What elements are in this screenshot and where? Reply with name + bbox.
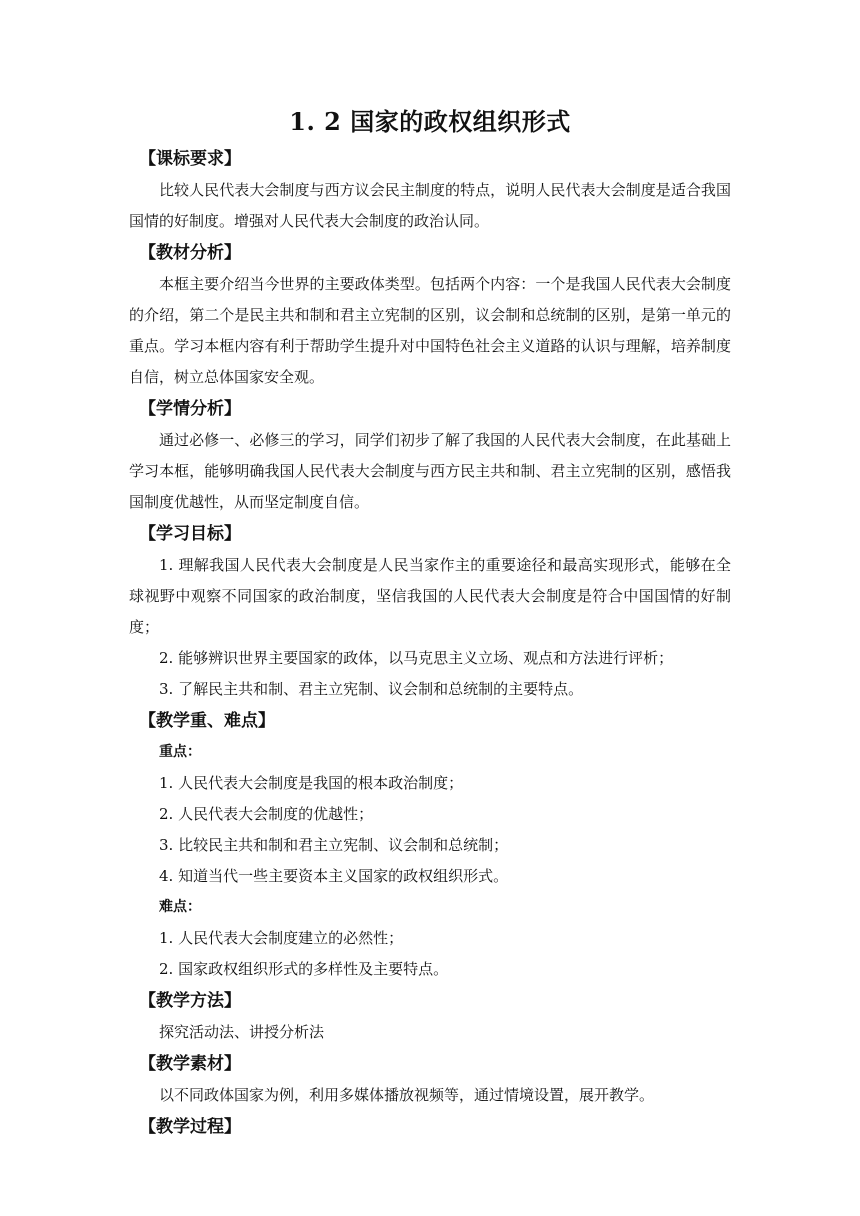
section-heading: 【课标要求】 [139, 149, 241, 169]
difficult-points-label: 难点： [159, 899, 201, 915]
section-paragraph: 通过必修一、必修三的学习，同学们初步了解了我国的人民代表大会制度，在此基础上学习本框，能够明确我国人民代表大会制度与西方民主共和制、君主立宪制的区别，感悟我国制度优越性，从而坚定制度自信。 [129, 431, 731, 511]
list-item: 3. 了解民主共和制、君主立宪制、议会制和总统制的主要特点。 [159, 680, 584, 698]
section-paragraph: 探究活动法、讲授分析法 [159, 1023, 325, 1041]
section-process [129, 1111, 731, 1143]
list-item: 1. 人民代表大会制度是我国的根本政治制度； [159, 774, 464, 792]
section-standard [129, 143, 731, 237]
section-students [129, 393, 731, 518]
section-heading: 【教学重、难点】 [139, 711, 275, 731]
page-title: 1. 2 国家的政权组织形式 [289, 107, 571, 136]
section-keypoints [129, 705, 731, 985]
section-paragraph: 本框主要介绍当今世界的主要政体类型。包括两个内容：一个是我国人民代表大会制度的介绍，第二个是民主共和制和君主立宪制的区别，议会制和总统制的区别，是第一单元的重点。学习本框内容有利于帮助学生提升对中国特色社会主义道路的认识与理解，培养制度自信，树立总体国家安全观。 [129, 275, 731, 386]
section-textbook [129, 237, 731, 393]
section-heading: 【学习目标】 [139, 524, 241, 544]
list-item: 4. 知道当代一些主要资本主义国家的政权组织形式。 [159, 867, 509, 885]
list-item: 2. 人民代表大会制度的优越性； [159, 805, 374, 823]
section-heading: 【教学过程】 [139, 1117, 241, 1137]
document-body [129, 143, 731, 1143]
section-heading: 【学情分析】 [139, 399, 241, 419]
section-materials [129, 1048, 731, 1111]
key-points-label: 重点： [159, 744, 201, 760]
section-heading: 【教学方法】 [139, 991, 241, 1011]
list-item: 1. 理解我国人民代表大会制度是人民当家作主的重要途径和最高实现形式，能够在全球视野中观察不同国家的政治制度，坚信我国的人民代表大会制度是符合中国国情的好制度； [129, 556, 731, 636]
list-item: 3. 比较民主共和制和君主立宪制、议会制和总统制； [159, 836, 509, 854]
list-item: 1. 人民代表大会制度建立的必然性； [159, 929, 404, 947]
section-paragraph: 以不同政体国家为例，利用多媒体播放视频等，通过情境设置，展开教学。 [159, 1086, 655, 1104]
section-heading: 【教材分析】 [139, 243, 241, 263]
list-item: 2. 能够辨识世界主要国家的政体，以马克思主义立场、观点和方法进行评析； [159, 649, 674, 667]
list-item: 2. 国家政权组织形式的多样性及主要特点。 [159, 960, 449, 978]
section-heading: 【教学素材】 [139, 1054, 241, 1074]
section-goals [129, 518, 731, 705]
section-methods [129, 985, 731, 1048]
section-paragraph: 比较人民代表大会制度与西方议会民主制度的特点，说明人民代表大会制度是适合我国国情的好制度。增强对人民代表大会制度的政治认同。 [129, 181, 731, 230]
